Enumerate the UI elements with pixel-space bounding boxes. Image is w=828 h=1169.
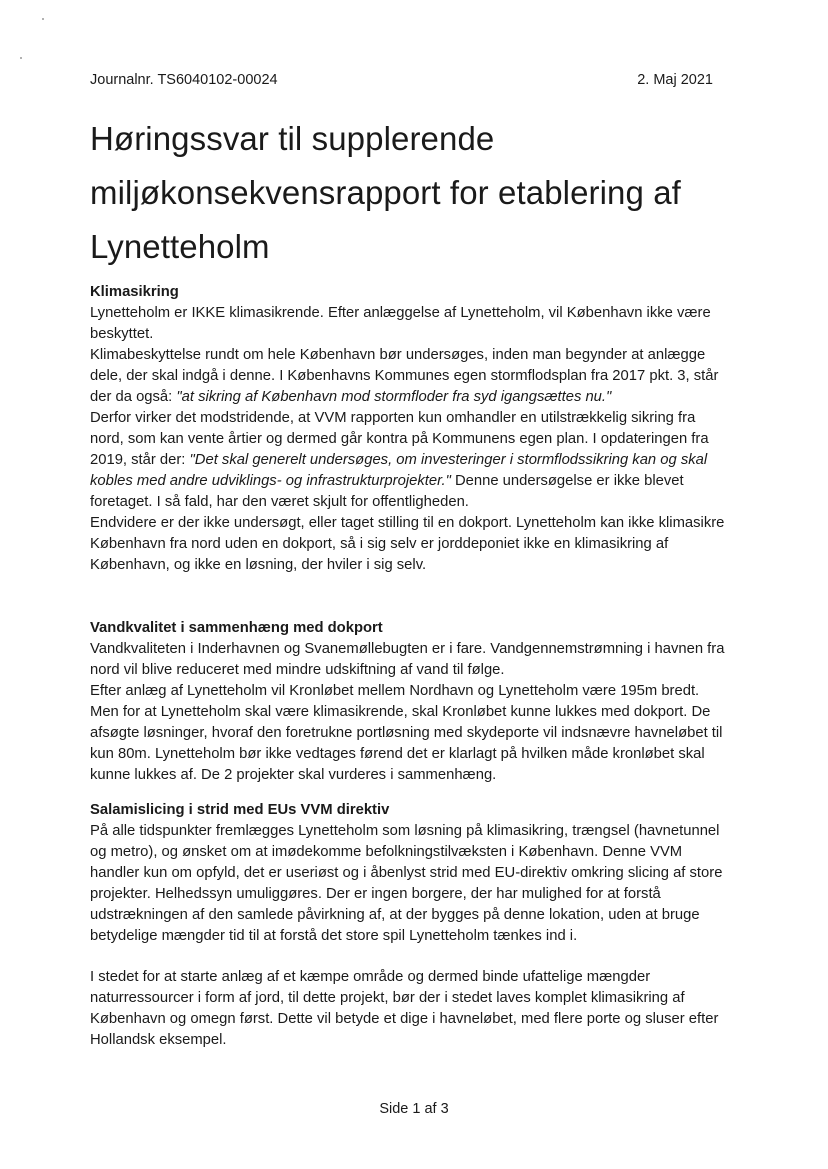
section-heading: Vandkvalitet i sammenhæng med dokport	[90, 620, 383, 636]
section-klimasikring	[90, 282, 730, 576]
spacer	[90, 947, 730, 967]
paragraph: Efter anlæg af Lynetteholm vil Kronløbet mellem Nordhavn og Lynetteholm være 195m bredt. Men for at Lynetteholm skal være klimasikrende, skal Kronløbet kunne lukkes med dokport. De afsøgte løsninger, hvoraf den foretrukne portløsning med skydeporte vil indsnævre havneløbet til kun 80m. Lynetteholm bør ikke vedtages førend det er klarlagt på hvilken måde kronløbet skal kunne lukkes af. De 2 projekter skal vurderes i sammenhæng.	[90, 683, 723, 783]
paragraph: Endvidere er der ikke undersøgt, eller taget stilling til en dokport. Lynetteholm kan ikke klimasikre København fra nord uden en dokport, så i sig selv er jorddeponiet ikke en klimasikring af København, og ikke en løsning, der hviler i sig selv.	[90, 515, 725, 573]
scan-speck	[20, 57, 22, 59]
document-body	[90, 282, 730, 1051]
paragraph: Lynetteholm er IKKE klimasikrende. Efter anlæggelse af Lynetteholm, vil København ikke være beskyttet.	[90, 305, 711, 342]
section-heading: Salamislicing i strid med EUs VVM direktiv	[90, 802, 390, 818]
paragraph	[90, 408, 730, 513]
quote-text: "at sikring af København mod stormfloder fra syd igangsættes nu."	[176, 389, 612, 405]
paragraph-text: Derfor virker det modstridende, at VVM rapporten kun omhandler en utilstrækkelig sikring fra nord, som kan vente årtier og dermed går kontra på Kommunens egen plan. I opdateringen fra 2019, står der:	[90, 410, 709, 468]
paragraph: På alle tidspunkter fremlægges Lynetteholm som løsning på klimasikring, trængsel (havnetunnel og metro), og ønsket om at imødekomme befolkningstilvæksten i København. Denne VVM handler kun om opfyld, det er useriøst og i åbenlyst strid med EU-direktiv omkring slicing af store projekter. Helhedssyn umuliggøres. Der er ingen borgere, der har mulighed for at forstå udstrækningen af den samlede påvirkning af, at der bygges på denne lokation, uden at bruge betydelige mængder tid til at forstå det store spil Lynetteholm tænkes ind i.	[90, 823, 723, 944]
document-header	[90, 72, 713, 94]
paragraph: I stedet for at starte anlæg af et kæmpe område og dermed binde ufattelige mængder naturressourcer i form af jord, til dette projekt, bør der i stedet laves komplet klimasikring af København og omegn først. Dette vil betyde et dige i havneløbet, med flere porte og sluser efter Hollandsk eksempel.	[90, 969, 719, 1048]
section-vandkvalitet	[90, 618, 730, 786]
scan-speck	[42, 18, 44, 20]
journal-number: Journalnr. TS6040102-00024	[90, 72, 278, 88]
page-title: Høringssvar til supplerende miljøkonsekvensrapport for etablering af Lynetteholm	[90, 120, 681, 265]
paragraph-text: Denne undersøgelse er ikke blevet foretaget. I så fald, har den været skjult for offentligheden.	[90, 473, 684, 510]
spacer	[90, 576, 730, 618]
page-number: Side 1 af 3	[379, 1101, 449, 1117]
section-salamislicing	[90, 800, 730, 1051]
paragraph-text: Klimabeskyttelse rundt om hele København bør undersøges, inden man begynder at anlægge dele, der skal indgå i denne. I Københavns Kommunes egen stormflodsplan fra 2017 pkt. 3, står der da også:	[90, 347, 719, 405]
spacer	[90, 786, 730, 800]
quote-text: "Det skal generelt undersøges, om investeringer i stormflodssikring kan og skal kobles med andre udviklings- og infrastrukturprojekter."	[90, 452, 708, 489]
document-date: 2. Maj 2021	[637, 72, 713, 88]
section-heading: Klimasikring	[90, 284, 179, 300]
paragraph: Vandkvaliteten i Inderhavnen og Svanemøllebugten er i fare. Vandgennemstrømning i havnen fra nord vil blive reduceret med mindre udskiftning af vand til følge.	[90, 641, 725, 678]
paragraph	[90, 345, 730, 408]
